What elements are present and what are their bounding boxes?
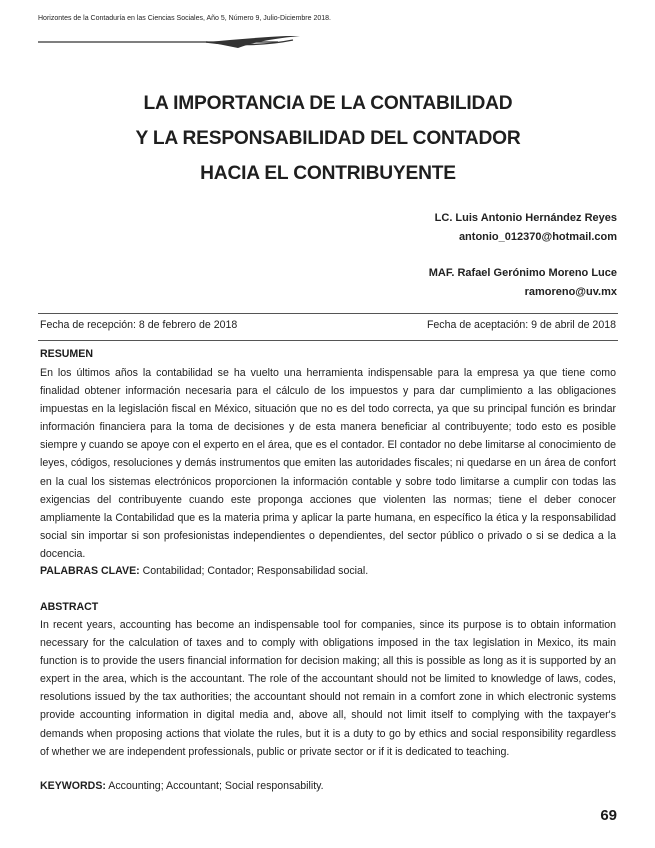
keywords	[40, 780, 324, 792]
header-swoosh-rule	[38, 36, 300, 50]
running-header: Horizontes de la Contaduría en las Ciencias Sociales, Año 5, Número 9, Julio-Diciembre 2018.	[38, 15, 331, 22]
page-number: 69	[600, 807, 617, 824]
abstract-heading: ABSTRACT	[40, 601, 99, 613]
accepted-date: Fecha de aceptación: 9 de abril de 2018	[426, 319, 616, 331]
palabras-clave-values: Contabilidad; Contador; Responsabilidad social.	[142, 565, 369, 577]
resumen-heading: RESUMEN	[40, 348, 93, 360]
title-line-1: LA IMPORTANCIA DE LA CONTABILIDAD	[143, 93, 513, 114]
author-block	[429, 209, 617, 302]
dates-bottom-rule	[38, 340, 618, 341]
abstract-text: In recent years, accounting has become an indispensable tool for companies, since its purpose is to obtain information necessary for the calculation of taxes and to comply with obligations imposed in the tax legislation in Mexico, its main function is to provide the users financial information for decision making; all this is possible as long as it is supported by an expert in the area, which is the accountant. The role of the accountant should not be limited to knowledge of laws, codes, resolutions issued by the tax authorities; the accountant should not remain in a comfort zone in which electronic systems provide accounting information in digital media and, above all, should not limit itself to complying with the taxpayer's demands when proposing actions that violate the rules, but it is a duty to go by ethics and social responsibility regardless of whether we are independent professionals, public or private sector or if it is dedicated to teaching.	[40, 619, 616, 758]
resumen-text: En los últimos años la contabilidad se ha vuelto una herramienta indispensable para la empresa ya que tiene como finalidad obtener información necesaria para el cálculo de los impuestos y para dar cumplimiento a las obligaciones impuestas en la legislación fiscal en México, situación que no es del todo correcta, ya que su principal función es brindar información financiera para la toma de decisiones y de esta manera beneficiar al contribuyente; todo esto es posible siempre y cuando se apoye con el experto en el área, que es el contador. El contador no debe limitarse al conocimiento de leyes, códigos, resoluciones y demás instrumentos que emiten las autoridades fiscales; ni quedarse en un área de confort en la cual los sistemas electrónicos proporcionen la información contable y sobre todo limitarse a cumplir con todas las exigencias del contribuyente cuando este proponga acciones que violenten las normas; tiene el deber conocer ampliamente la Contabilidad que es la materia prima y aplicar la parte humana, en específico la ética y la responsabilidad social sin importar si son profesionistas independientes o dependientes, del sector público o privado o si se dedica a la docencia.	[40, 367, 616, 560]
author-2-email: ramoreno@uv.mx	[524, 286, 617, 298]
palabras-clave	[40, 565, 368, 577]
title-line-3: HACIA EL CONTRIBUYENTE	[200, 163, 456, 184]
author-1-email: antonio_012370@hotmail.com	[458, 231, 617, 243]
palabras-clave-label: PALABRAS CLAVE:	[40, 565, 140, 577]
author-2-name: MAF. Rafael Gerónimo Moreno Luce	[428, 267, 617, 279]
title-line-2: Y LA RESPONSABILIDAD DEL CONTADOR	[135, 128, 521, 149]
keywords-values: Accounting; Accountant; Social responsability.	[108, 780, 324, 792]
keywords-label: KEYWORDS:	[40, 780, 106, 792]
article-title	[38, 86, 618, 191]
dates-top-rule	[38, 313, 618, 314]
received-date: Fecha de recepción: 8 de febrero de 2018	[40, 319, 238, 331]
dates-row	[38, 319, 618, 335]
author-1-name: LC. Luis Antonio Hernández Reyes	[434, 212, 617, 224]
